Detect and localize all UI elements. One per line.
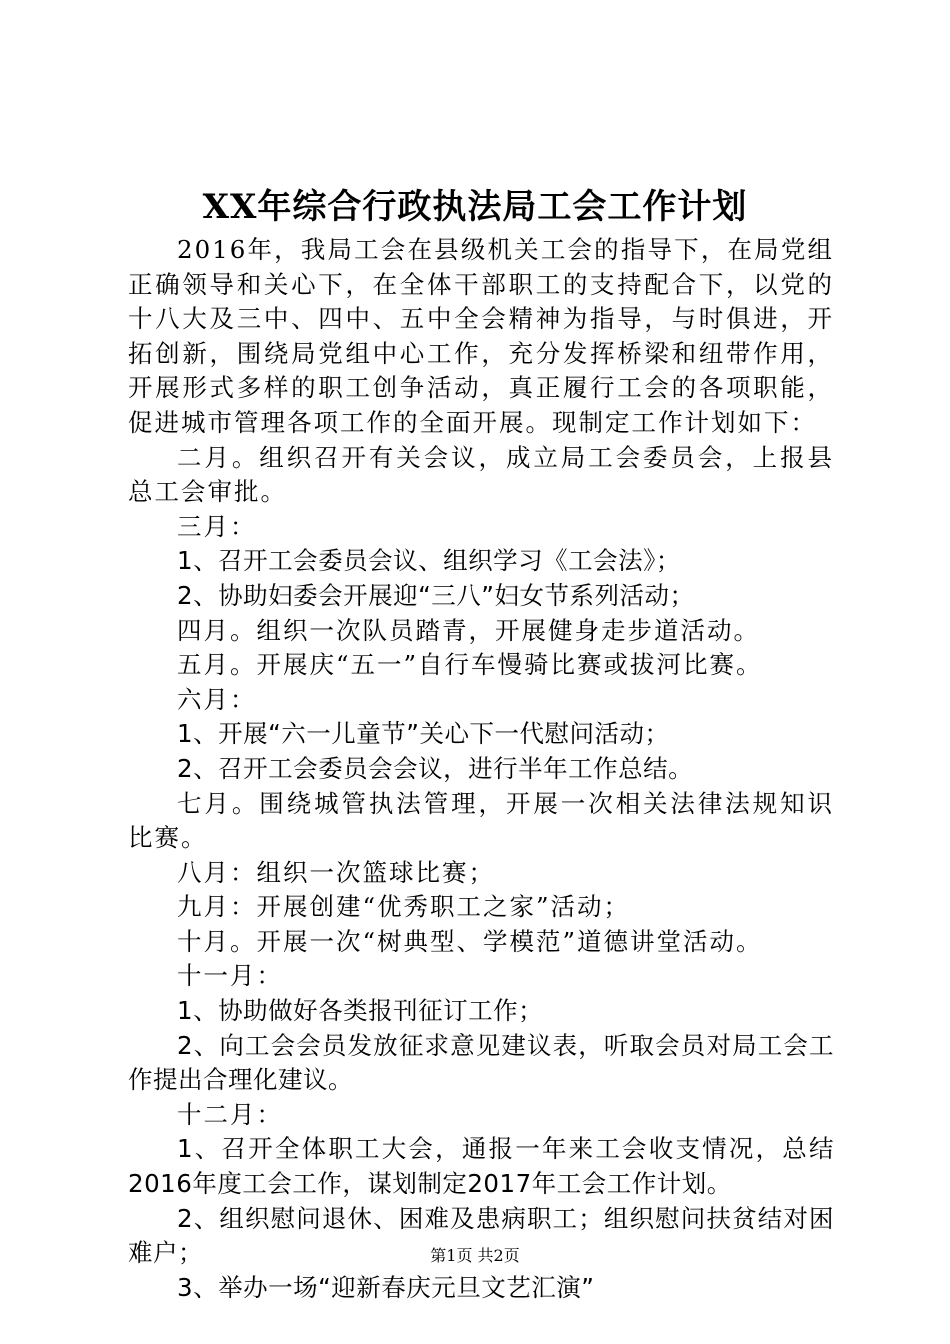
paragraph: 1、召开全体职工大会，通报一年来工会收支情况，总结2016年度工会工作，谋划制定2017年工会工作计划。 [128,1134,834,1199]
paragraph: 2、组织慰问退休、困难及患病职工；组织慰问扶贫结对困难户； [128,1203,834,1268]
paragraph: 1、协助做好各类报刊征订工作； [177,996,544,1026]
paragraph: 2、向工会会员发放征求意见建议表，听取会员对局工会工作提出合理化建议。 [128,1030,834,1095]
paragraph: 2、召开工会委员会会议，进行半年工作总结。 [177,753,694,783]
paragraph: 九月：开展创建“优秀职工之家”活动； [177,892,631,922]
document-title: XX年综合行政执法局工会工作计划 [202,187,748,227]
paragraph: 3、举办一场“迎新春庆元旦文艺汇演” [177,1272,595,1302]
paragraph: 1、开展“六一儿童节”关心下一代慰问活动； [177,719,670,749]
paragraph: 七月。围绕城管执法管理，开展一次相关法律法规知识比赛。 [128,788,834,853]
paragraph: 2、协助妇委会开展迎“三八”妇女节系列活动； [177,580,695,610]
page-footer: 第1页 共2页 [430,1246,520,1265]
paragraph: 三月： [177,511,257,541]
paragraph: 二月。组织召开有关会议，成立局工会委员会，上报县总工会审批。 [128,442,834,507]
paragraph: 六月： [177,684,257,714]
paragraph: 十二月： [177,1099,283,1129]
paragraph: 十月。开展一次“树典型、学模范”道德讲堂活动。 [177,926,763,956]
paragraph: 1、召开工会委员会议、组织学习《工会法》； [177,546,681,576]
paragraph: 八月：组织一次篮球比赛； [177,857,495,887]
document-body [128,233,834,1305]
paragraph: 2016年，我局工会在县级机关工会的指导下，在局党组正确领导和关心下，在全体干部职工的支持配合下，以党的十八大及三中、四中、五中全会精神为指导，与时俱进，开拓创新，围绕局党组中心工作，充分发挥桥梁和纽带作用，开展形式多样的职工创争活动，真正履行工会的各项职能，促进城市管理各项工作的全面开展。现制定工作计划如下： [128,235,834,437]
paragraph: 五月。开展庆“五一”自行车慢骑比赛或拔河比赛。 [177,650,763,680]
paragraph: 四月。组织一次队员踏青，开展健身走步道活动。 [177,615,760,645]
paragraph: 十一月： [177,961,283,991]
